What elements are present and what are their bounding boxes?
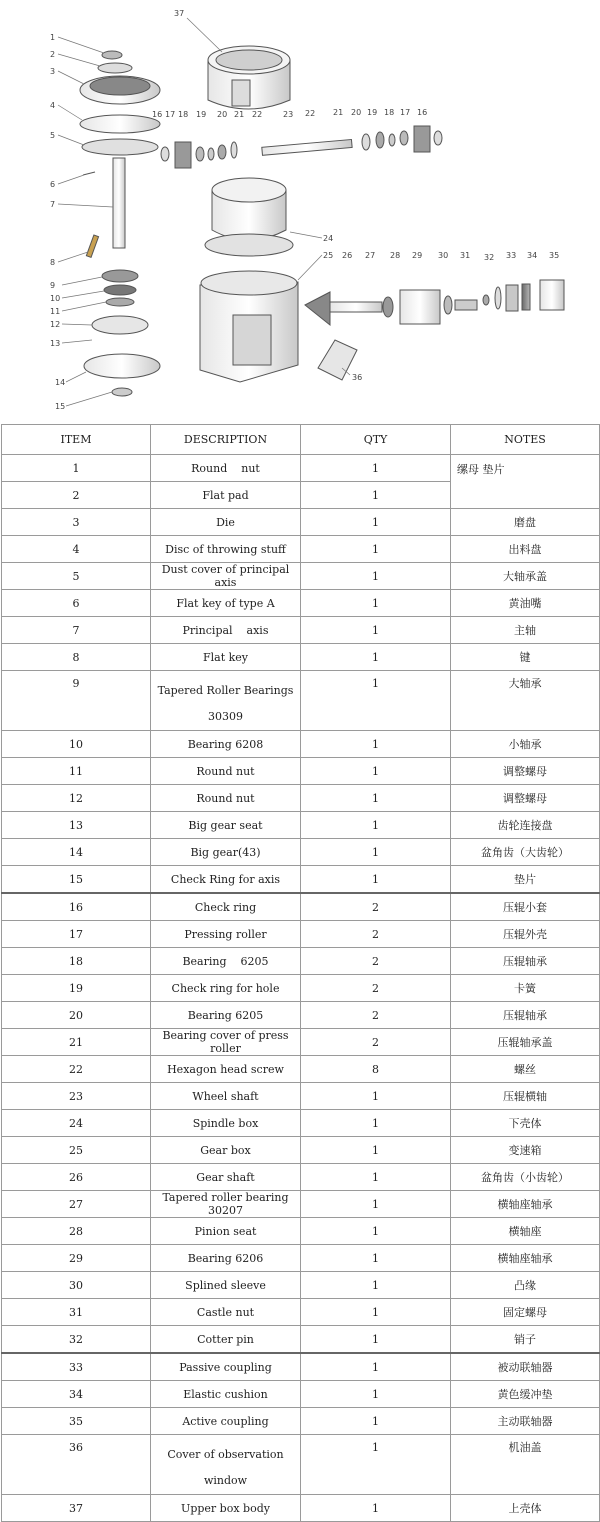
callout-2: 2: [50, 50, 56, 59]
item-cell: 16: [2, 893, 151, 921]
exploded-assembly-drawing: [0, 0, 600, 424]
notes-cell: 压辊轴承盖: [451, 1029, 600, 1056]
description-cell: Bearing 6208: [151, 731, 301, 758]
item-cell: 33: [2, 1353, 151, 1381]
table-row: [2, 509, 600, 536]
item-cell: 19: [2, 975, 151, 1002]
table-row: [2, 1218, 600, 1245]
qty-cell: 1: [301, 731, 451, 758]
description-cell: Hexagon head screw: [151, 1056, 301, 1083]
description-cell: Upper box body: [151, 1495, 301, 1522]
description-cell: Active coupling: [151, 1408, 301, 1435]
qty-cell: 1: [301, 644, 451, 671]
table-row: [2, 1056, 600, 1083]
table-row: [2, 617, 600, 644]
qty-cell: 1: [301, 455, 451, 482]
qty-cell: 2: [301, 948, 451, 975]
description-cell: Check Ring for axis: [151, 866, 301, 894]
notes-cell: 凸缘: [451, 1272, 600, 1299]
description-cell: Dust cover of principal axis: [151, 563, 301, 590]
callout-24: 24: [323, 234, 334, 243]
notes-cell: 垫片: [451, 866, 600, 894]
description-cell: Big gear(43): [151, 839, 301, 866]
item-cell: 34: [2, 1381, 151, 1408]
description-cell: Flat key: [151, 644, 301, 671]
item-cell: 4: [2, 536, 151, 563]
description-cell: Flat key of type A: [151, 590, 301, 617]
callout-29: 29: [412, 251, 423, 260]
notes-cell: 主动联轴器: [451, 1408, 600, 1435]
qty-cell: 1: [301, 1191, 451, 1218]
table-row: [2, 1083, 600, 1110]
qty-cell: 1: [301, 1326, 451, 1354]
item-cell: 27: [2, 1191, 151, 1218]
description-cell: Gear box: [151, 1137, 301, 1164]
notes-cell: 主轴: [451, 617, 600, 644]
table-row: [2, 1137, 600, 1164]
notes-cell: 压辊轴承: [451, 1002, 600, 1029]
callout-17a: 17: [165, 110, 176, 119]
item-cell: 20: [2, 1002, 151, 1029]
description-cell: Bearing 6205: [151, 948, 301, 975]
item-cell: 6: [2, 590, 151, 617]
notes-cell: 上壳体: [451, 1495, 600, 1522]
notes-cell: 缧母 垫片: [451, 455, 600, 509]
item-cell: 28: [2, 1218, 151, 1245]
notes-cell: 键: [451, 644, 600, 671]
item-cell: 3: [2, 509, 151, 536]
part-gear-shaft-line: [305, 280, 564, 325]
description-cell: Die: [151, 509, 301, 536]
item-cell: 18: [2, 948, 151, 975]
description-cell: Gear shaft: [151, 1164, 301, 1191]
notes-cell: 横轴座轴承: [451, 1191, 600, 1218]
table-row: [2, 1245, 600, 1272]
qty-cell: 2: [301, 893, 451, 921]
notes-cell: 压辊轴承: [451, 948, 600, 975]
qty-cell: 1: [301, 590, 451, 617]
description-cell: Passive coupling: [151, 1353, 301, 1381]
callout-7: 7: [50, 200, 56, 209]
table-header-row: [2, 425, 600, 455]
notes-cell: 大轴承: [451, 671, 600, 731]
notes-cell: 螺丝: [451, 1056, 600, 1083]
callout-32: 32: [484, 253, 495, 262]
callout-25: 25: [323, 251, 334, 260]
header-item: ITEM: [2, 425, 151, 455]
description-cell: Pressing roller: [151, 921, 301, 948]
callout-6: 6: [50, 180, 56, 189]
callout-18a: 18: [178, 110, 189, 119]
qty-cell: 1: [301, 1137, 451, 1164]
callout-23: 23: [283, 110, 294, 119]
table-row: [2, 590, 600, 617]
part-upper-box-body: [208, 46, 290, 109]
description-cell: Cotter pin: [151, 1326, 301, 1354]
callout-27: 27: [365, 251, 376, 260]
item-cell: 31: [2, 1299, 151, 1326]
header-notes: NOTES: [451, 425, 600, 455]
table-row: [2, 644, 600, 671]
header-description: DESCRIPTION: [151, 425, 301, 455]
item-cell: 2: [2, 482, 151, 509]
item-cell: 21: [2, 1029, 151, 1056]
table-row: [2, 839, 600, 866]
table-row: [2, 1191, 600, 1218]
description-cell: Round nut: [151, 455, 301, 482]
notes-cell: 盆角齿（小齿轮）: [451, 1164, 600, 1191]
qty-cell: 2: [301, 1002, 451, 1029]
qty-cell: 2: [301, 975, 451, 1002]
callout-3: 3: [50, 67, 56, 76]
notes-cell: 压辊外壳: [451, 921, 600, 948]
description-cell: Tapered Roller Bearings 30309: [151, 671, 301, 731]
part-spindle-box: [205, 178, 293, 256]
table-row: [2, 975, 600, 1002]
qty-cell: 1: [301, 1110, 451, 1137]
callout-22b: 22: [305, 109, 316, 118]
qty-cell: 1: [301, 1435, 451, 1495]
item-cell: 24: [2, 1110, 151, 1137]
qty-cell: 1: [301, 1495, 451, 1522]
table-row: [2, 731, 600, 758]
callout-19a: 19: [196, 110, 207, 119]
table-row: [2, 758, 600, 785]
table-row: [2, 1495, 600, 1522]
item-cell: 10: [2, 731, 151, 758]
callout-1: 1: [50, 33, 56, 42]
callout-37: 37: [174, 9, 185, 18]
notes-cell: 出料盘: [451, 536, 600, 563]
callout-21a: 21: [234, 110, 245, 119]
callout-11: 11: [50, 307, 61, 316]
table-row: [2, 563, 600, 590]
item-cell: 36: [2, 1435, 151, 1495]
qty-cell: 1: [301, 617, 451, 644]
qty-cell: 1: [301, 785, 451, 812]
description-cell: Round nut: [151, 785, 301, 812]
qty-cell: 1: [301, 671, 451, 731]
description-cell: Principal axis: [151, 617, 301, 644]
notes-cell: 调整螺母: [451, 785, 600, 812]
qty-cell: 1: [301, 812, 451, 839]
item-cell: 23: [2, 1083, 151, 1110]
callout-22a: 22: [252, 110, 263, 119]
callout-21b: 21: [333, 108, 344, 117]
table-row: [2, 1299, 600, 1326]
header-qty: QTY: [301, 425, 451, 455]
item-cell: 8: [2, 644, 151, 671]
callout-9: 9: [50, 281, 56, 290]
notes-cell: 大轴承盖: [451, 563, 600, 590]
qty-cell: 2: [301, 921, 451, 948]
qty-cell: 2: [301, 1029, 451, 1056]
notes-cell: 黄色缓冲垫: [451, 1381, 600, 1408]
callout-5: 5: [50, 131, 56, 140]
description-cell: Check ring: [151, 893, 301, 921]
description-cell: Check ring for hole: [151, 975, 301, 1002]
description-cell: Bearing cover of press roller: [151, 1029, 301, 1056]
qty-cell: 1: [301, 1353, 451, 1381]
notes-cell: 下壳体: [451, 1110, 600, 1137]
notes-cell: 压辊横轴: [451, 1083, 600, 1110]
notes-cell: 固定螺母: [451, 1299, 600, 1326]
item-cell: 22: [2, 1056, 151, 1083]
part-roller-group-right: [362, 126, 442, 152]
table-row: [2, 455, 600, 482]
table-row: [2, 948, 600, 975]
description-cell: Bearing 6205: [151, 1002, 301, 1029]
callout-33: 33: [506, 251, 517, 260]
qty-cell: 1: [301, 839, 451, 866]
notes-cell: 齿轮连接盘: [451, 812, 600, 839]
qty-cell: 1: [301, 1245, 451, 1272]
item-cell: 12: [2, 785, 151, 812]
callout-14: 14: [55, 378, 66, 387]
qty-cell: 1: [301, 758, 451, 785]
callout-16b: 16: [417, 108, 428, 117]
description-cell: Flat pad: [151, 482, 301, 509]
item-cell: 15: [2, 866, 151, 894]
qty-cell: 1: [301, 1272, 451, 1299]
table-row: [2, 536, 600, 563]
table-row: [2, 1164, 600, 1191]
description-cell: Big gear seat: [151, 812, 301, 839]
table-row: [2, 866, 600, 894]
description-cell: Cover of observation window: [151, 1435, 301, 1495]
qty-cell: 1: [301, 563, 451, 590]
callout-16a: 16: [152, 110, 163, 119]
description-cell: Wheel shaft: [151, 1083, 301, 1110]
qty-cell: 1: [301, 1083, 451, 1110]
item-cell: 11: [2, 758, 151, 785]
qty-cell: 1: [301, 509, 451, 536]
item-cell: 13: [2, 812, 151, 839]
table-row: [2, 1353, 600, 1381]
notes-cell: 横轴座轴承: [451, 1245, 600, 1272]
description-cell: Splined sleeve: [151, 1272, 301, 1299]
item-cell: 35: [2, 1408, 151, 1435]
item-cell: 5: [2, 563, 151, 590]
table-row: [2, 671, 600, 731]
table-row: [2, 921, 600, 948]
qty-cell: 1: [301, 1408, 451, 1435]
description-cell: Spindle box: [151, 1110, 301, 1137]
notes-cell: 黄油嘴: [451, 590, 600, 617]
item-cell: 37: [2, 1495, 151, 1522]
table-row: [2, 1272, 600, 1299]
description-cell: Elastic cushion: [151, 1381, 301, 1408]
callout-12: 12: [50, 320, 61, 329]
qty-cell: 1: [301, 1299, 451, 1326]
item-cell: 25: [2, 1137, 151, 1164]
description-cell: Disc of throwing stuff: [151, 536, 301, 563]
callout-34: 34: [527, 251, 538, 260]
callout-20a: 20: [217, 110, 228, 119]
notes-cell: 卡簧: [451, 975, 600, 1002]
notes-cell: 销子: [451, 1326, 600, 1354]
qty-cell: 1: [301, 1164, 451, 1191]
description-cell: Round nut: [151, 758, 301, 785]
table-row: [2, 893, 600, 921]
notes-cell: 机油盖: [451, 1435, 600, 1495]
callout-26: 26: [342, 251, 353, 260]
qty-cell: 1: [301, 482, 451, 509]
callout-10: 10: [50, 294, 61, 303]
callout-15: 15: [55, 402, 66, 411]
notes-cell: 盆角齿（大齿轮）: [451, 839, 600, 866]
description-cell: Tapered roller bearing 30207: [151, 1191, 301, 1218]
part-wheel-shaft: [262, 139, 352, 155]
part-stack-main-axis: [80, 51, 163, 396]
callout-28: 28: [390, 251, 401, 260]
item-cell: 26: [2, 1164, 151, 1191]
qty-cell: 1: [301, 536, 451, 563]
callout-19b: 19: [367, 108, 378, 117]
table-row: [2, 1029, 600, 1056]
table-row: [2, 1110, 600, 1137]
part-gear-box: [200, 271, 298, 382]
callout-13: 13: [50, 339, 61, 348]
item-cell: 30: [2, 1272, 151, 1299]
notes-cell: 磨盘: [451, 509, 600, 536]
callout-30: 30: [438, 251, 449, 260]
callout-20b: 20: [351, 108, 362, 117]
item-cell: 29: [2, 1245, 151, 1272]
callout-4: 4: [50, 101, 56, 110]
qty-cell: 1: [301, 1381, 451, 1408]
item-cell: 17: [2, 921, 151, 948]
parts-table: [1, 424, 600, 1522]
table-row: [2, 1435, 600, 1495]
table-row: [2, 1002, 600, 1029]
callout-18b: 18: [384, 108, 395, 117]
item-cell: 7: [2, 617, 151, 644]
qty-cell: 1: [301, 866, 451, 894]
notes-cell: 被动联轴器: [451, 1353, 600, 1381]
item-cell: 1: [2, 455, 151, 482]
notes-cell: 变速箱: [451, 1137, 600, 1164]
notes-cell: 小轴承: [451, 731, 600, 758]
notes-cell: 横轴座: [451, 1218, 600, 1245]
item-cell: 32: [2, 1326, 151, 1354]
description-cell: Pinion seat: [151, 1218, 301, 1245]
notes-cell: 压辊小套: [451, 893, 600, 921]
table-row: [2, 785, 600, 812]
description-cell: Castle nut: [151, 1299, 301, 1326]
table-row: [2, 812, 600, 839]
callout-35: 35: [549, 251, 560, 260]
callout-17b: 17: [400, 108, 411, 117]
description-cell: Bearing 6206: [151, 1245, 301, 1272]
callout-31: 31: [460, 251, 471, 260]
qty-cell: 1: [301, 1218, 451, 1245]
notes-cell: 调整螺母: [451, 758, 600, 785]
table-row: [2, 1408, 600, 1435]
item-cell: 9: [2, 671, 151, 731]
callout-36: 36: [352, 373, 363, 382]
part-roller-group-left: [161, 142, 237, 168]
item-cell: 14: [2, 839, 151, 866]
table-row: [2, 1381, 600, 1408]
table-row: [2, 1326, 600, 1354]
callout-8: 8: [50, 258, 56, 267]
qty-cell: 8: [301, 1056, 451, 1083]
